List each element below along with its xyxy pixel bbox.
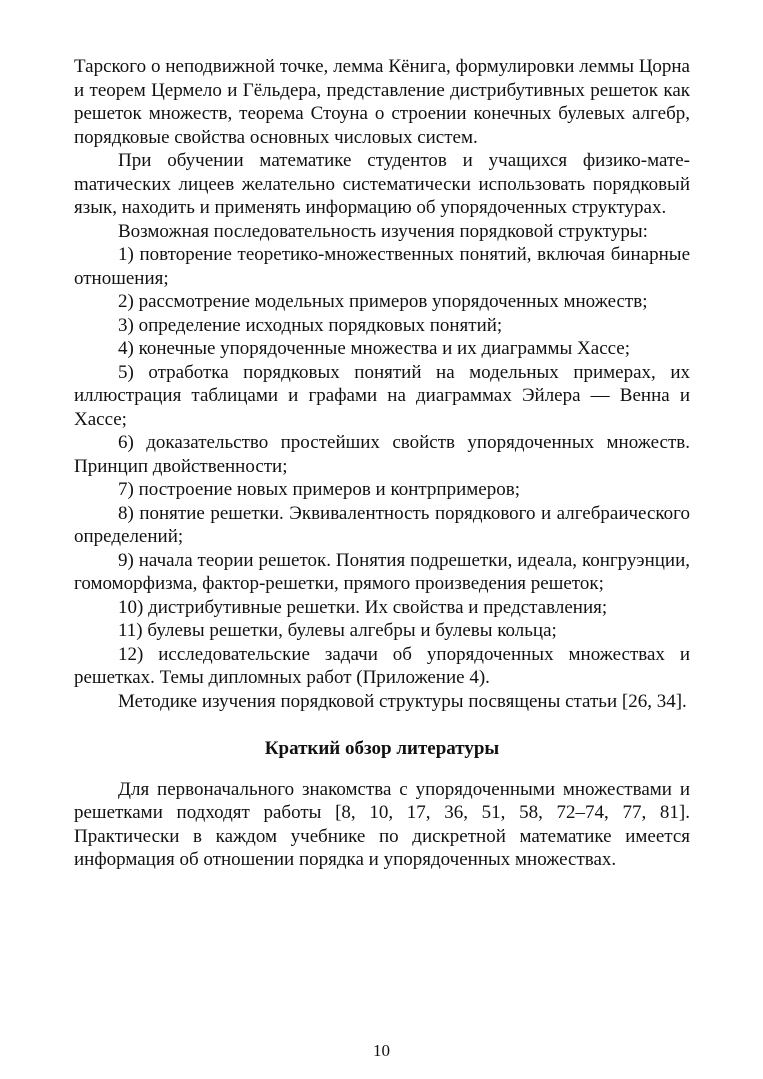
list-item: 8) понятие решетки. Эквивалентность порядкового и алгебраического определений;: [74, 502, 690, 547]
list-item: 12) исследовательские задачи об упорядоченных множествах и решетках. Темы дипломных работ (Приложение 4).: [74, 643, 690, 688]
list-item: 5) отработка порядковых понятий на модельных примерах, их иллюстрация таблицами и графами на диаграммах Эйлера — Венна и Хассе;: [74, 361, 690, 430]
teaching-paragraph: При обучении математике студентов и учащихся физико-матеmатических лицеев желательно систематически использовать порядковый язык, находить и применять информацию об упорядоченных структурах.: [74, 150, 690, 218]
list-item: 2) рассмотрение модельных примеров упорядоченных множеств;: [118, 291, 648, 312]
intro-paragraph: Тарского о неподвижной точке, лемма Кёнига, формулировки леммы Цорна и теорем Цермело и Гёльдера, представление дистрибутивных решеток как решеток множеств, теорема Стоуна о строении конечных булевых алгебр, порядковые свойства основных числовых систем.: [74, 56, 690, 148]
section-heading: Краткий обзор литературы: [264, 738, 500, 759]
list-item: 3) определение исходных порядковых понятий;: [118, 314, 503, 336]
list-item: 7) построение новых примеров и контрпримеров;: [118, 479, 520, 500]
list-item: 11) булевы решетки, булевы алгебры и булевы кольца;: [118, 620, 557, 641]
list-item: 1) повторение теоретико-множественных понятий, включая бинарные отношения;: [74, 244, 690, 289]
page-number: 10: [373, 1041, 390, 1060]
methods-paragraph: Методике изучения порядковой структуры посвящены статьи [26, 34].: [118, 690, 687, 712]
sequence-intro: Возможная последовательность изучения порядковой структуры:: [118, 220, 648, 242]
literature-paragraph: Для первоначального знакомства с упорядоченными множествами и решетками подходят работы [8, 10, 17, 36, 51, 58, 72–74, 77, 81]. Практически в каждом учебнике по дискретной математике имеется информация об отношении порядка и упорядоченных множествах.: [74, 778, 690, 870]
list-item: 9) начала теории решеток. Понятия подрешетки, идеала, конгруэнции, гомоморфизма, фактор-решетки, прямого произведения решеток;: [74, 549, 690, 594]
list-item: 6) доказательство простейших свойств упорядоченных множеств. Принцип двойственности;: [74, 432, 690, 477]
document-page: [74, 55, 690, 872]
list-item: 4) конечные упорядоченные множества и их диаграммы Хассе;: [118, 338, 630, 359]
list-item: 10) дистрибутивные решетки. Их свойства и представления;: [118, 596, 608, 618]
